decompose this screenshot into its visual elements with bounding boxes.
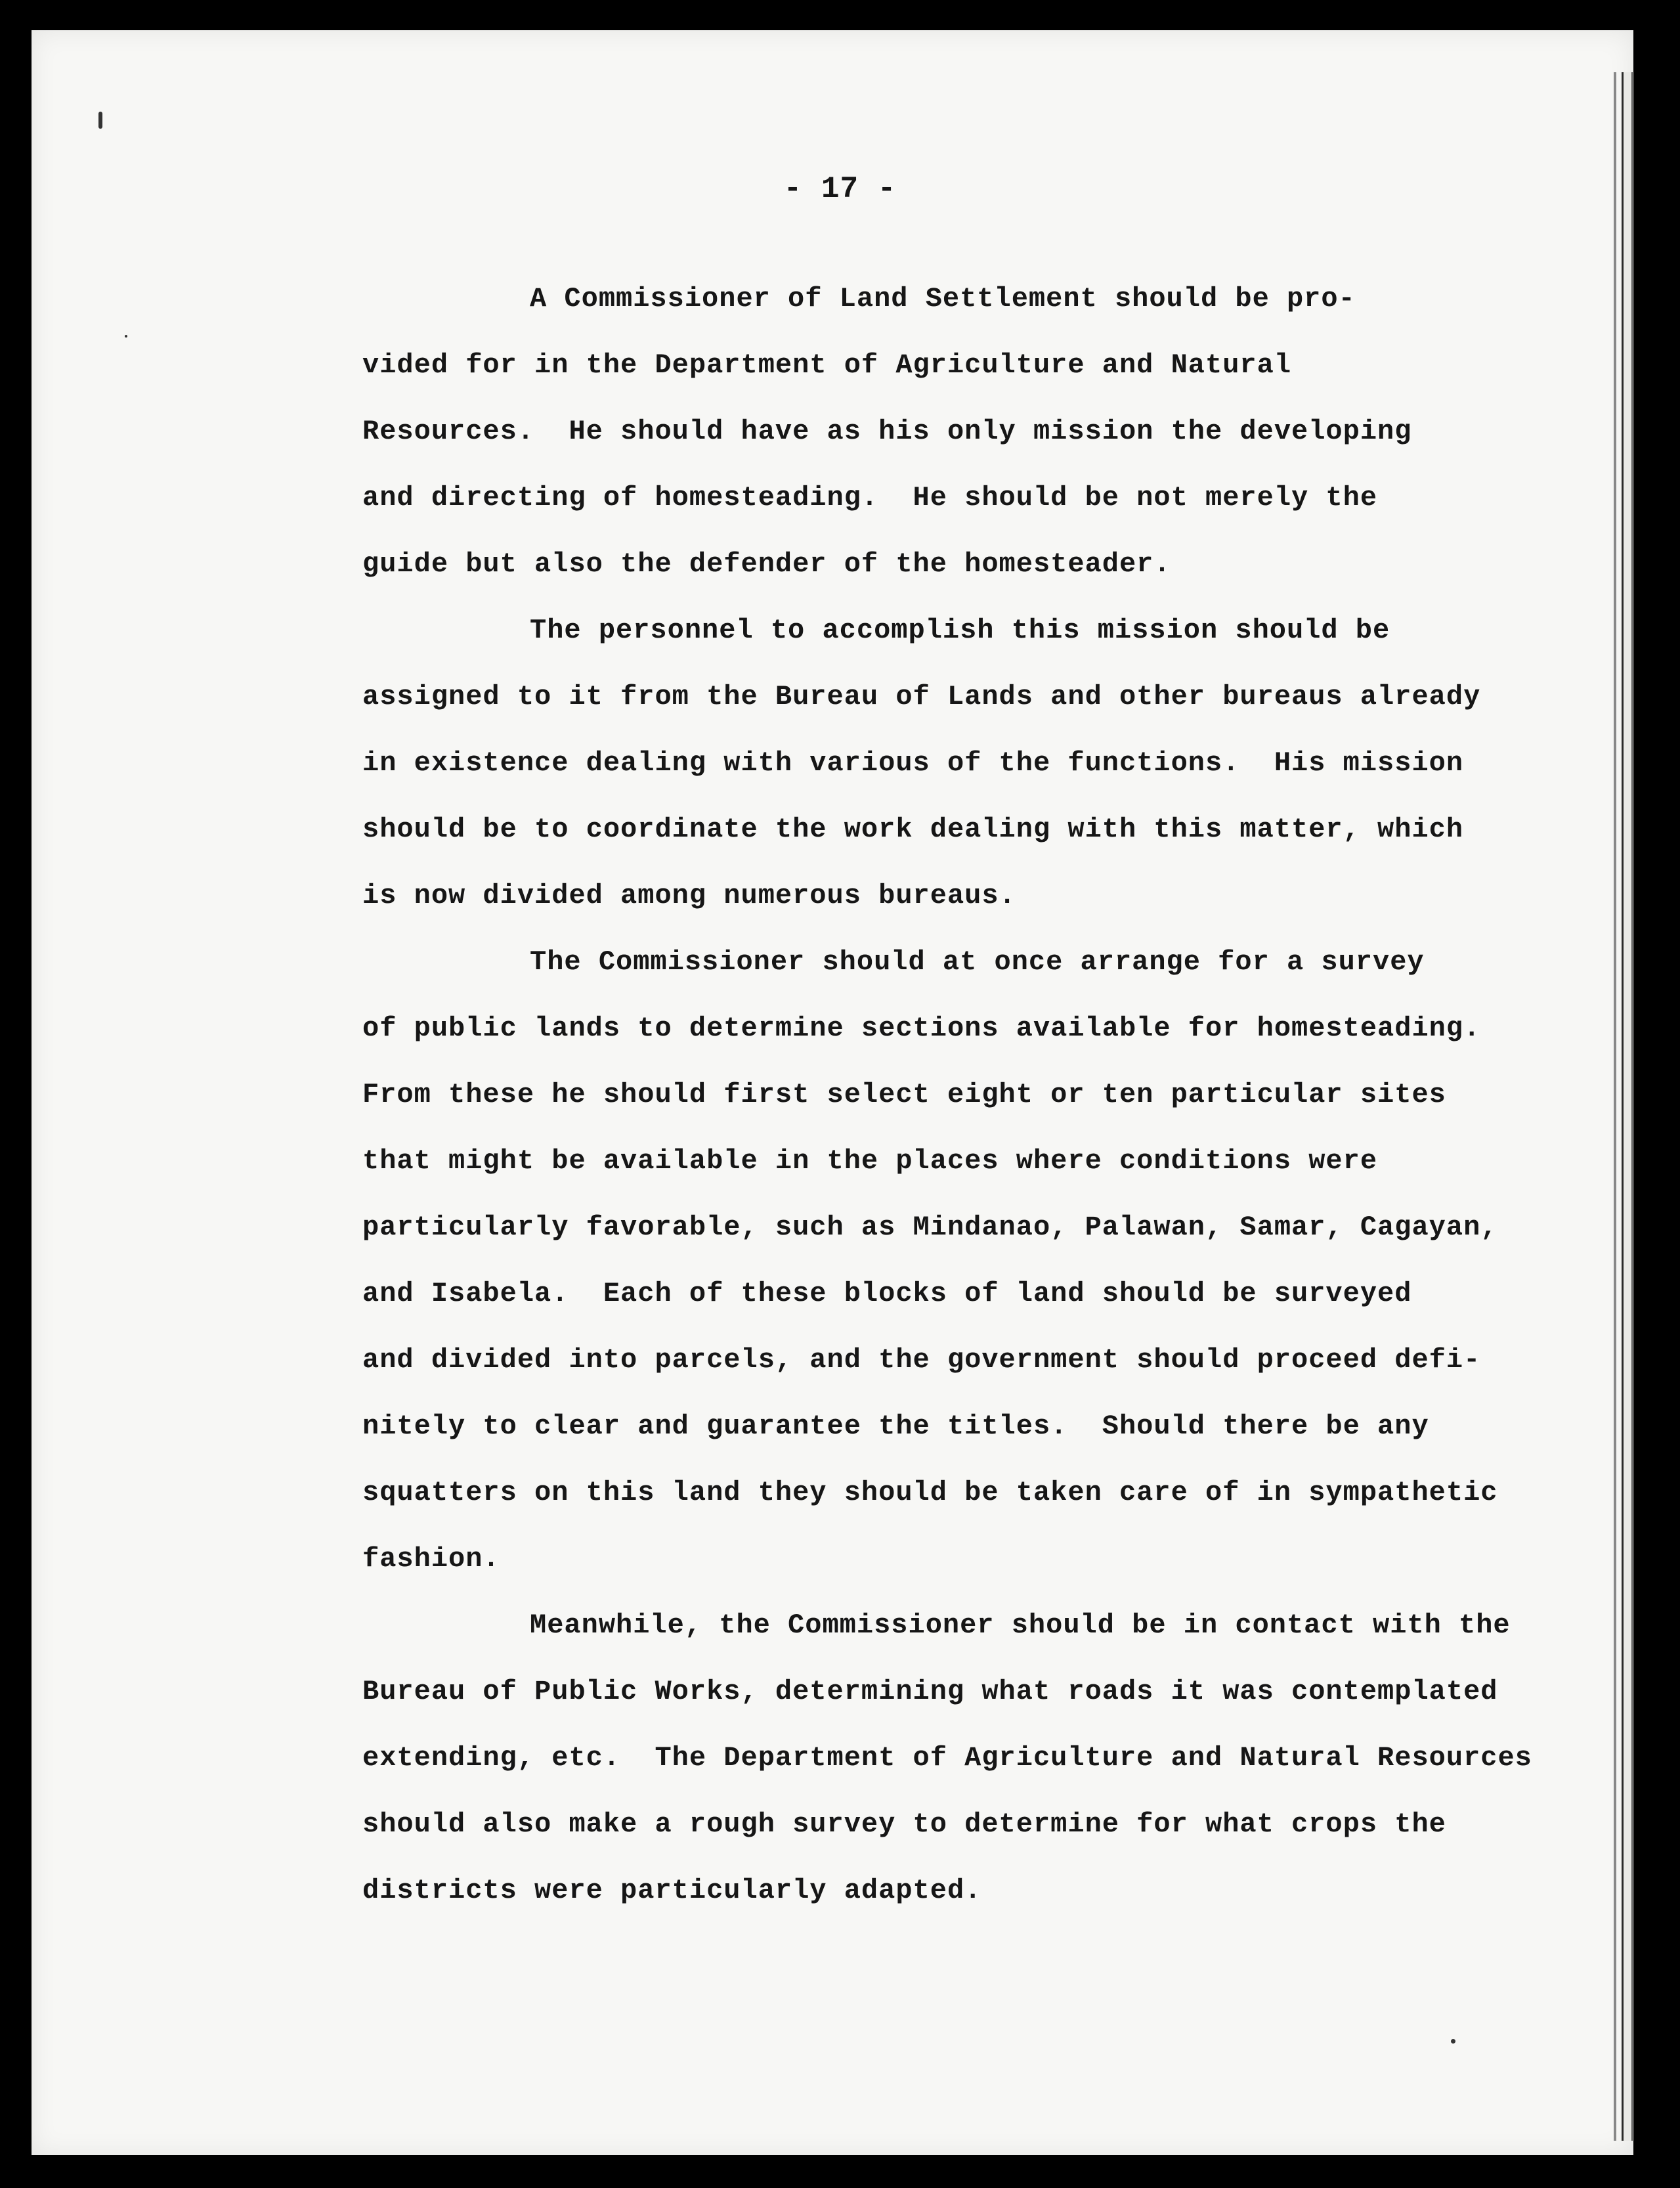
text-line: assigned to it from the Bureau of Lands and other bureaus already bbox=[362, 681, 1481, 712]
page-number: - 17 - bbox=[783, 172, 897, 206]
text-line: Bureau of Public Works, determining what roads it was contemplated bbox=[362, 1676, 1498, 1707]
text-line: of public lands to determine sections available for homesteading. bbox=[362, 1013, 1481, 1044]
text-line: Meanwhile, the Commissioner should be in contact with the bbox=[530, 1609, 1511, 1641]
text-line: that might be available in the places where conditions were bbox=[362, 1145, 1378, 1177]
text-line: districts were particularly adapted. bbox=[362, 1875, 982, 1906]
text-line: extending, etc. The Department of Agriculture and Natural Resources bbox=[362, 1742, 1532, 1774]
text-line: fashion. bbox=[362, 1543, 500, 1575]
text-line: is now divided among numerous bureaus. bbox=[362, 880, 1016, 911]
text-line: and Isabela. Each of these blocks of land should be surveyed bbox=[362, 1278, 1412, 1309]
text-line: should also make a rough survey to determine for what crops the bbox=[362, 1808, 1446, 1840]
ink-speck bbox=[98, 112, 102, 129]
text-line: From these he should first select eight or ten particular sites bbox=[362, 1079, 1446, 1110]
text-line: and divided into parcels, and the government should proceed defi- bbox=[362, 1344, 1481, 1376]
text-line: particularly favorable, such as Mindanao, Palawan, Samar, Cagayan, bbox=[362, 1212, 1498, 1243]
text-line: in existence dealing with various of the functions. His mission bbox=[362, 747, 1464, 779]
text-line: nitely to clear and guarantee the titles. Should there be any bbox=[362, 1411, 1429, 1442]
text-line: The Commissioner should at once arrange for a survey bbox=[530, 946, 1425, 978]
text-line: The personnel to accomplish this mission should be bbox=[530, 615, 1390, 646]
text-line: squatters on this land they should be taken care of in sympathetic bbox=[362, 1477, 1498, 1508]
text-line: vided for in the Department of Agriculture and Natural bbox=[362, 349, 1292, 381]
text-line: A Commissioner of Land Settlement should be pro- bbox=[530, 283, 1356, 315]
body-text bbox=[362, 266, 1557, 1924]
page-edge-shadow bbox=[1614, 72, 1616, 2141]
text-line: should be to coordinate the work dealing with this matter, which bbox=[362, 814, 1464, 845]
page-edge bbox=[1622, 72, 1633, 2141]
text-line: and directing of homesteading. He should be not merely the bbox=[362, 482, 1378, 514]
ink-speck bbox=[1451, 2039, 1455, 2044]
text-line: Resources. He should have as his only mission the developing bbox=[362, 416, 1412, 447]
ink-speck bbox=[125, 335, 127, 338]
text-line: guide but also the defender of the homesteader. bbox=[362, 548, 1171, 580]
